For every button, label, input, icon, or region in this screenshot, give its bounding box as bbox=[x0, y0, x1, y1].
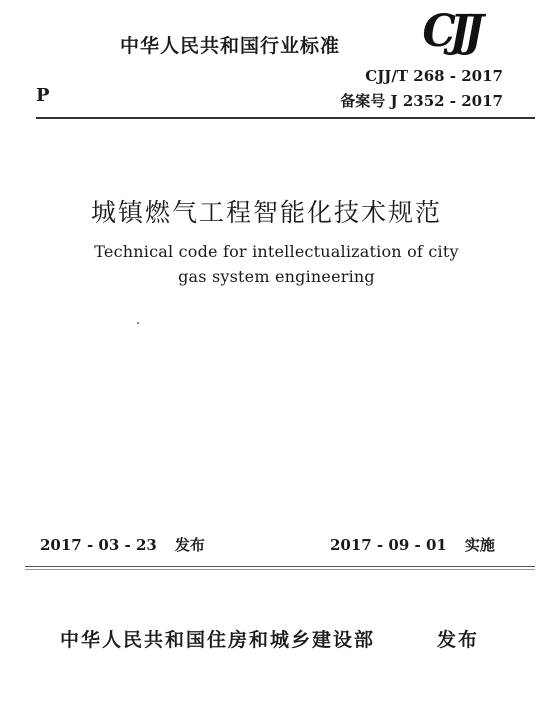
standard-code: CJJ/T 268 - 2017 bbox=[365, 67, 503, 85]
document-title-chinese: 城镇燃气工程智能化技术规范 bbox=[90, 198, 442, 227]
standard-type-label: 中华人民共和国行业标准 bbox=[120, 35, 341, 57]
filing-number: 备案号 J 2352 - 2017 bbox=[340, 92, 503, 110]
implement-label: 实施 bbox=[464, 536, 495, 554]
footer-divider bbox=[25, 566, 535, 567]
issue-date: 2017 - 03 - 23 bbox=[40, 536, 157, 554]
english-title-line-1: Technical code for intellectualization of city bbox=[94, 242, 459, 261]
scan-speck bbox=[137, 322, 139, 324]
issue-label: 发布 bbox=[174, 536, 205, 554]
issue-date-block bbox=[40, 534, 205, 555]
english-title-line-2: gas system engineering bbox=[178, 267, 375, 286]
implement-date: 2017 - 09 - 01 bbox=[330, 536, 447, 554]
header-divider bbox=[36, 117, 535, 119]
footer-divider-secondary bbox=[25, 569, 535, 570]
logo-text: CJJ bbox=[422, 5, 478, 57]
cjj-logo bbox=[400, 3, 500, 59]
document-title-english bbox=[0, 239, 553, 289]
implement-date-block bbox=[330, 534, 495, 555]
category-letter: P bbox=[36, 85, 50, 106]
publish-action-label: 发布 bbox=[437, 629, 480, 651]
publisher-name: 中华人民共和国住房和城乡建设部 bbox=[60, 629, 376, 651]
